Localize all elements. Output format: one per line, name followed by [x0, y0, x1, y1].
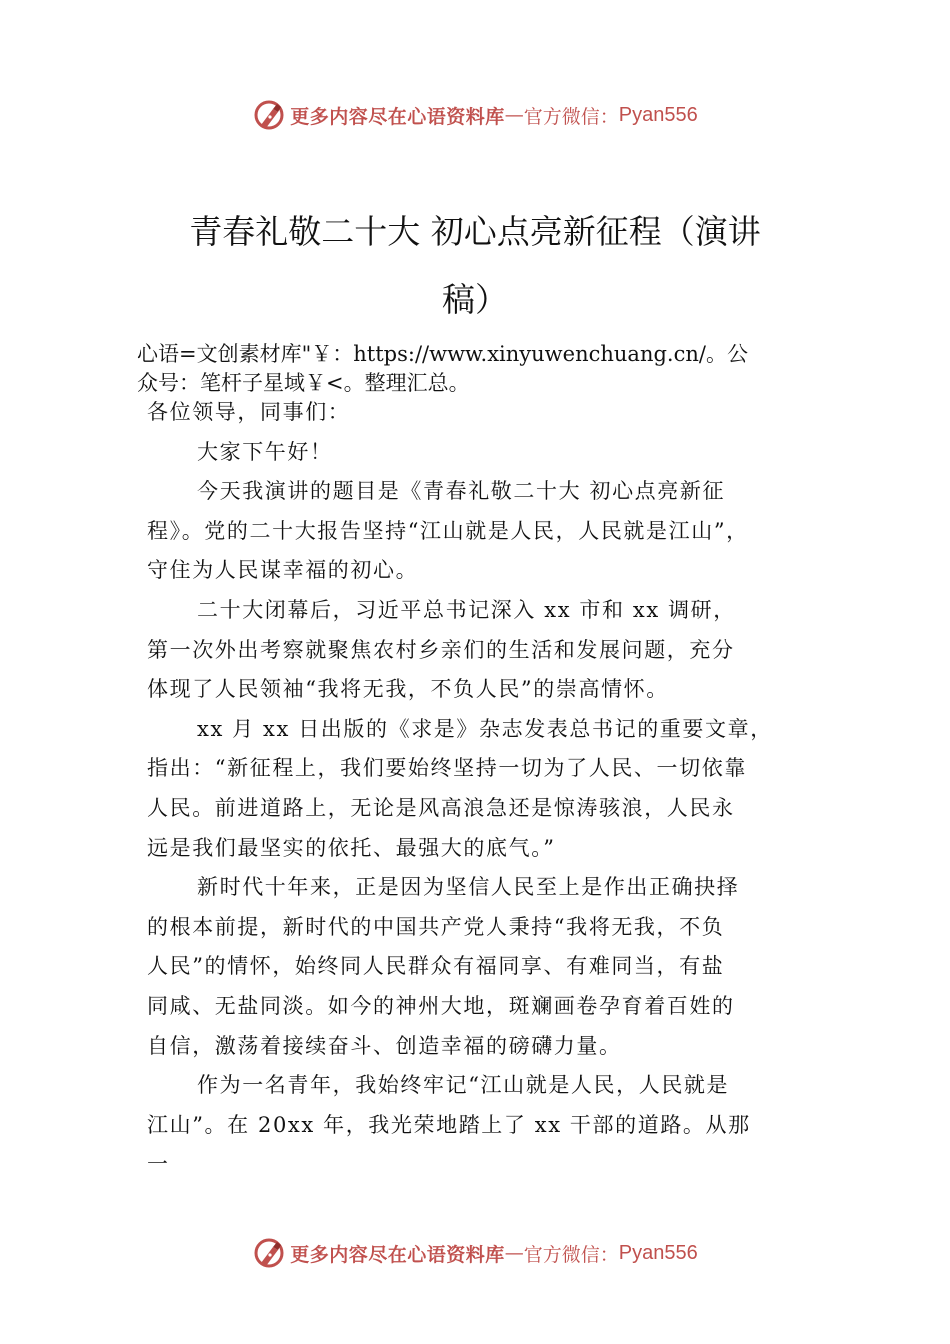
body-line: xx 月 xx 日出版的《求是》杂志发表总书记的重要文章，: [197, 716, 773, 741]
document-body: [147, 393, 807, 1185]
body-line: 远是我们最坚实的依托、最强大的底气。”: [147, 835, 556, 860]
source-note: [137, 340, 827, 398]
title-line-1: 青春礼敬二十大 初心点亮新征程（演讲: [189, 212, 761, 251]
header-banner[interactable]: [0, 95, 950, 135]
body-line: 体现了人民领袖“我将无我，不负人民”的崇高情怀。: [147, 677, 669, 702]
body-line: 一: [147, 1152, 170, 1177]
banner-brand-text: 更多内容尽在心语资料库: [290, 1243, 505, 1266]
banner-wechat-label: 官方微信：: [523, 105, 619, 128]
body-line: 人民”的情怀，始终同人民群众有福同享、有难同当，有盐: [147, 954, 725, 979]
body-line: 新时代十年来，正是因为坚信人民至上是作出正确抉择: [197, 875, 740, 900]
banner-wechat-id: Pyan556: [618, 1241, 698, 1264]
banner-wechat-label: 官方微信：: [523, 1243, 619, 1266]
body-line: 第一次外出考察就聚焦农村乡亲们的生活和发展问题，充分: [147, 637, 735, 662]
banner-separator: —: [504, 1242, 524, 1264]
body-line: 人民。前进道路上，无论是风高浪急还是惊涛骇浪，人民永: [147, 795, 735, 820]
source-line: 众号：笔杆子星域￥<。整理汇总。: [137, 371, 470, 395]
body-line: 作为一名青年，我始终牢记“江山就是人民，人民就是: [197, 1073, 730, 1098]
banner-wechat-id: Pyan556: [618, 103, 698, 126]
source-line: 心语=文创素材库"￥：https://www.xinyuwenchuang.cn/。公: [137, 342, 748, 366]
banner-brand-text: 更多内容尽在心语资料库: [290, 105, 505, 128]
pen-nib-circle-icon: [252, 98, 286, 132]
body-line: 各位领导，同事们：: [147, 400, 351, 424]
page-title: [150, 198, 800, 334]
body-line: 大家下午好！: [197, 439, 333, 464]
body-line: 程》。党的二十大报告坚持“江山就是人民，人民就是江山”，: [147, 518, 749, 543]
title-line-2: 稿）: [442, 280, 508, 319]
body-line: 指出：“新征程上，我们要始终坚持一切为了人民、一切依靠: [147, 756, 747, 781]
body-line: 的根本前提，新时代的中国共产党人秉持“我将无我，不负: [147, 914, 725, 939]
footer-banner[interactable]: [0, 1233, 950, 1273]
body-line: 江山”。在 20xx 年，我光荣地踏上了 xx 干部的道路。从那: [147, 1112, 751, 1137]
body-line: 今天我演讲的题目是《青春礼敬二十大 初心点亮新征: [197, 479, 726, 504]
banner-separator: —: [504, 104, 524, 126]
body-line: 守住为人民谋幸福的初心。: [147, 558, 419, 583]
body-line: 二十大闭幕后，习近平总书记深入 xx 市和 xx 调研，: [197, 597, 736, 622]
body-line: 同咸、无盐同淡。如今的神州大地，斑斓画卷孕育着百姓的: [147, 993, 735, 1018]
body-line: 自信，激荡着接续奋斗、创造幸福的磅礴力量。: [147, 1033, 622, 1058]
pen-nib-circle-icon: [252, 1236, 286, 1270]
